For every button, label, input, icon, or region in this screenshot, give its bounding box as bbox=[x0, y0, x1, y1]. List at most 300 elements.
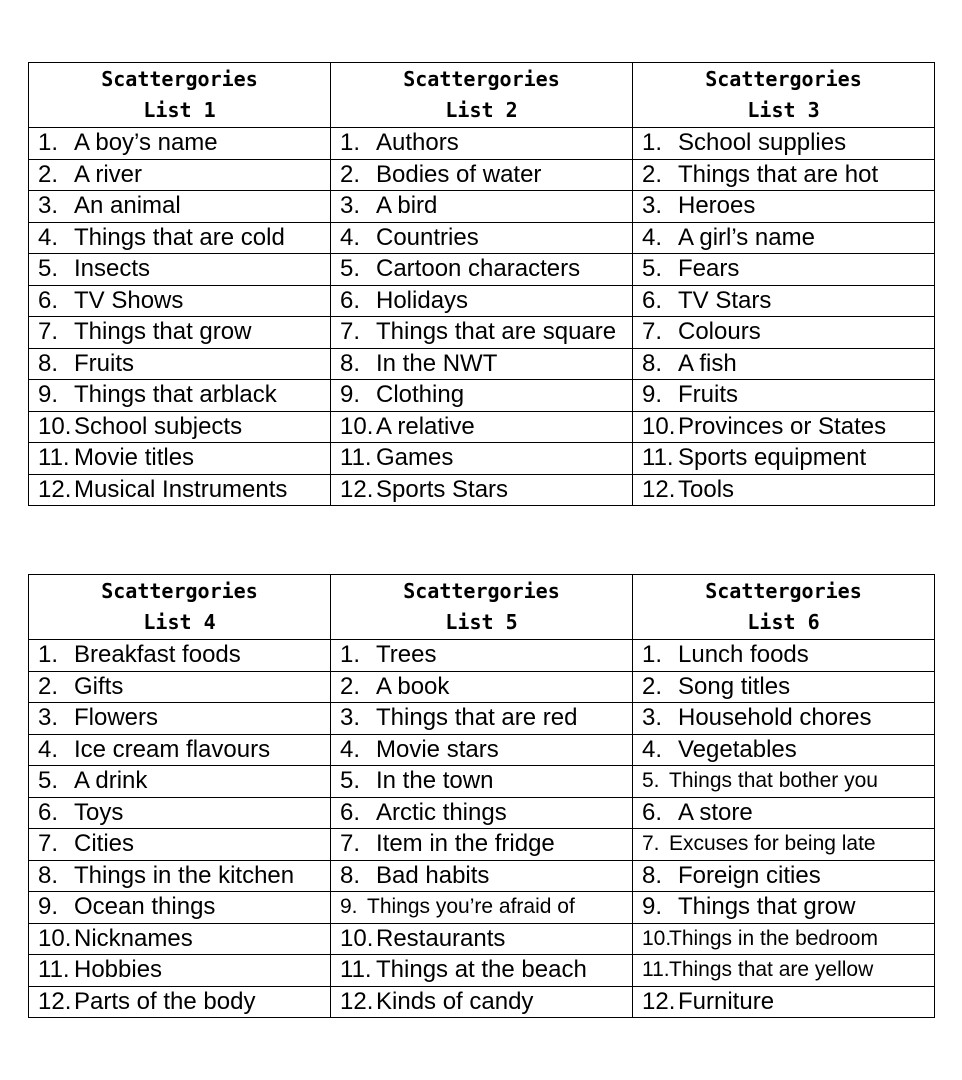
item-number: 6. bbox=[642, 798, 663, 826]
list-item bbox=[633, 349, 934, 379]
item-number: 2. bbox=[642, 672, 663, 700]
list-item bbox=[29, 443, 330, 473]
table-row bbox=[29, 860, 935, 892]
item-label: Sports Stars bbox=[376, 475, 509, 503]
item-label: Trees bbox=[376, 641, 437, 669]
item-number: 9. bbox=[642, 893, 663, 921]
list-6-item-9 bbox=[633, 892, 935, 924]
item-number: 5. bbox=[340, 255, 361, 283]
item-number: 8. bbox=[642, 861, 663, 889]
list-3-header bbox=[633, 63, 935, 128]
list-item bbox=[331, 160, 632, 190]
table-header-row bbox=[29, 575, 935, 640]
table-row bbox=[29, 955, 935, 987]
item-number: 11. bbox=[340, 956, 372, 984]
list-item bbox=[331, 766, 632, 796]
list-item bbox=[633, 317, 934, 347]
list-2-item-10 bbox=[331, 411, 633, 443]
table-row bbox=[29, 671, 935, 703]
list-5-item-3 bbox=[331, 703, 633, 735]
item-label: Furniture bbox=[678, 987, 775, 1015]
list-1-item-8 bbox=[29, 348, 331, 380]
list-item bbox=[633, 443, 934, 473]
table-row bbox=[29, 411, 935, 443]
item-number: 8. bbox=[642, 349, 663, 377]
list-item bbox=[29, 160, 330, 190]
list-4-item-6 bbox=[29, 797, 331, 829]
list-number: List 1 bbox=[143, 98, 216, 122]
item-label: Restaurants bbox=[376, 924, 506, 952]
item-number: 3. bbox=[340, 192, 361, 220]
list-3-item-7 bbox=[633, 317, 935, 349]
list-1-header bbox=[29, 63, 331, 128]
table-row bbox=[29, 285, 935, 317]
list-3-item-8 bbox=[633, 348, 935, 380]
list-item bbox=[29, 798, 330, 828]
item-label: Kinds of candy bbox=[376, 987, 534, 1015]
item-label: Gifts bbox=[74, 672, 124, 700]
list-6-item-6 bbox=[633, 797, 935, 829]
item-number: 1. bbox=[38, 129, 59, 157]
list-item bbox=[331, 475, 632, 505]
list-item bbox=[331, 703, 632, 733]
item-number: 8. bbox=[38, 861, 59, 889]
item-number: 9. bbox=[642, 381, 663, 409]
item-label: Things you’re afraid of bbox=[367, 895, 575, 919]
list-item bbox=[633, 861, 934, 891]
list-item bbox=[29, 703, 330, 733]
table-row bbox=[29, 474, 935, 506]
list-1-item-1 bbox=[29, 128, 331, 160]
item-label: Authors bbox=[376, 129, 459, 157]
item-number: 10. bbox=[38, 924, 72, 952]
list-6-item-11 bbox=[633, 955, 935, 987]
item-number: 5. bbox=[38, 255, 59, 283]
list-1-item-12 bbox=[29, 474, 331, 506]
item-label: Tools bbox=[678, 475, 735, 503]
list-item bbox=[29, 286, 330, 316]
item-number: 5. bbox=[340, 767, 361, 795]
table-row bbox=[29, 923, 935, 955]
table-row bbox=[29, 380, 935, 412]
item-number: 2. bbox=[340, 160, 361, 188]
item-number: 4. bbox=[38, 735, 59, 763]
list-item bbox=[331, 128, 632, 158]
item-label: School supplies bbox=[678, 129, 847, 157]
list-item bbox=[29, 892, 330, 922]
item-number: 3. bbox=[642, 704, 663, 732]
item-label: Colours bbox=[678, 318, 761, 346]
list-5-item-10 bbox=[331, 923, 633, 955]
item-label: Heroes bbox=[678, 192, 756, 220]
list-number: List 6 bbox=[747, 610, 820, 634]
list-4-item-8 bbox=[29, 860, 331, 892]
list-3-item-3 bbox=[633, 191, 935, 223]
list-6-item-1 bbox=[633, 640, 935, 672]
list-6-item-8 bbox=[633, 860, 935, 892]
item-number: 9. bbox=[38, 893, 59, 921]
list-item bbox=[331, 892, 632, 922]
list-2-item-8 bbox=[331, 348, 633, 380]
item-label: Things that are square bbox=[376, 318, 617, 346]
item-number: 5. bbox=[38, 767, 59, 795]
item-label: Things that are yellow bbox=[669, 958, 874, 982]
item-number: 5. bbox=[642, 769, 660, 793]
item-number: 7. bbox=[340, 830, 361, 858]
list-2-header bbox=[331, 63, 633, 128]
list-2-item-2 bbox=[331, 159, 633, 191]
list-2-item-5 bbox=[331, 254, 633, 286]
scattergories-table-bottom bbox=[28, 574, 935, 1018]
list-item bbox=[633, 380, 934, 410]
list-4-item-1 bbox=[29, 640, 331, 672]
list-1-item-2 bbox=[29, 159, 331, 191]
list-1-item-6 bbox=[29, 285, 331, 317]
list-item bbox=[633, 475, 934, 505]
list-item bbox=[331, 349, 632, 379]
item-label: Movie titles bbox=[74, 444, 195, 472]
item-label: In the NWT bbox=[376, 349, 498, 377]
list-item bbox=[29, 672, 330, 702]
list-item bbox=[29, 987, 330, 1017]
list-title: Scattergories bbox=[101, 579, 258, 603]
item-number: 5. bbox=[642, 255, 663, 283]
list-2-item-4 bbox=[331, 222, 633, 254]
item-number: 10. bbox=[642, 926, 672, 950]
item-number: 10. bbox=[340, 924, 374, 952]
list-item bbox=[331, 380, 632, 410]
item-number: 8. bbox=[340, 861, 361, 889]
list-item bbox=[633, 829, 934, 859]
item-number: 6. bbox=[340, 798, 361, 826]
list-6-item-7 bbox=[633, 829, 935, 861]
list-item bbox=[633, 703, 934, 733]
list-item bbox=[331, 191, 632, 221]
item-label: Parts of the body bbox=[74, 987, 256, 1015]
item-label: A relative bbox=[376, 412, 475, 440]
item-number: 1. bbox=[38, 641, 59, 669]
list-6-item-10 bbox=[633, 923, 935, 955]
list-number: List 4 bbox=[143, 610, 216, 634]
item-number: 4. bbox=[38, 223, 59, 251]
item-label: Cities bbox=[74, 830, 135, 858]
list-title: Scattergories bbox=[101, 67, 258, 91]
list-item bbox=[29, 349, 330, 379]
list-item bbox=[29, 223, 330, 253]
item-label: Things that grow bbox=[678, 893, 856, 921]
item-number: 1. bbox=[642, 641, 663, 669]
item-number: 9. bbox=[340, 381, 361, 409]
list-3-item-11 bbox=[633, 443, 935, 475]
list-6-item-4 bbox=[633, 734, 935, 766]
list-item bbox=[633, 286, 934, 316]
table-row bbox=[29, 317, 935, 349]
list-3-item-1 bbox=[633, 128, 935, 160]
list-3-item-9 bbox=[633, 380, 935, 412]
item-label: A girl’s name bbox=[678, 223, 815, 251]
item-label: School subjects bbox=[74, 412, 243, 440]
item-label: Fears bbox=[678, 255, 740, 283]
table-row bbox=[29, 734, 935, 766]
item-number: 7. bbox=[38, 318, 59, 346]
item-number: 1. bbox=[340, 641, 361, 669]
item-number: 9. bbox=[38, 381, 59, 409]
item-label: Things in the bedroom bbox=[669, 926, 878, 950]
item-number: 1. bbox=[340, 129, 361, 157]
list-5-item-12 bbox=[331, 986, 633, 1018]
list-title: Scattergories bbox=[705, 579, 862, 603]
list-2-item-11 bbox=[331, 443, 633, 475]
item-number: 12. bbox=[38, 475, 72, 503]
list-item bbox=[331, 924, 632, 954]
item-label: Countries bbox=[376, 223, 479, 251]
list-3-item-2 bbox=[633, 159, 935, 191]
item-number: 10. bbox=[642, 412, 676, 440]
list-number: List 3 bbox=[747, 98, 820, 122]
table-row bbox=[29, 829, 935, 861]
list-item bbox=[29, 317, 330, 347]
list-5-item-2 bbox=[331, 671, 633, 703]
list-2-item-9 bbox=[331, 380, 633, 412]
item-number: 4. bbox=[642, 735, 663, 763]
list-5-header bbox=[331, 575, 633, 640]
item-label: A boy’s name bbox=[74, 129, 218, 157]
item-number: 3. bbox=[642, 192, 663, 220]
list-item bbox=[331, 412, 632, 442]
item-label: Excuses for being late bbox=[669, 832, 876, 856]
list-item bbox=[29, 191, 330, 221]
list-4-item-9 bbox=[29, 892, 331, 924]
list-1-item-10 bbox=[29, 411, 331, 443]
list-item bbox=[331, 987, 632, 1017]
list-item bbox=[633, 955, 934, 985]
list-item bbox=[29, 380, 330, 410]
table-row bbox=[29, 797, 935, 829]
table-header-row bbox=[29, 63, 935, 128]
item-number: 12. bbox=[642, 987, 676, 1015]
item-number: 2. bbox=[38, 160, 59, 188]
list-item bbox=[29, 766, 330, 796]
item-number: 6. bbox=[38, 798, 59, 826]
item-label: Provinces or States bbox=[678, 412, 887, 440]
item-label: Clothing bbox=[376, 381, 465, 409]
list-3-item-4 bbox=[633, 222, 935, 254]
item-label: Fruits bbox=[678, 381, 738, 409]
list-item bbox=[331, 735, 632, 765]
item-number: 10. bbox=[38, 412, 72, 440]
list-item bbox=[633, 924, 934, 954]
list-2-item-3 bbox=[331, 191, 633, 223]
item-label: Arctic things bbox=[376, 798, 507, 826]
list-item bbox=[29, 829, 330, 859]
list-4-item-2 bbox=[29, 671, 331, 703]
list-item bbox=[633, 223, 934, 253]
item-number: 4. bbox=[642, 223, 663, 251]
list-item bbox=[331, 443, 632, 473]
list-1-item-9 bbox=[29, 380, 331, 412]
item-label: Bodies of water bbox=[376, 160, 542, 188]
table-row bbox=[29, 222, 935, 254]
list-3-item-5 bbox=[633, 254, 935, 286]
list-6-item-3 bbox=[633, 703, 935, 735]
list-item bbox=[331, 672, 632, 702]
item-number: 3. bbox=[38, 192, 59, 220]
list-title: Scattergories bbox=[403, 579, 560, 603]
item-number: 11. bbox=[642, 958, 670, 982]
item-label: Insects bbox=[74, 255, 151, 283]
item-number: 4. bbox=[340, 223, 361, 251]
list-1-item-4 bbox=[29, 222, 331, 254]
list-item bbox=[331, 254, 632, 284]
item-label: Ocean things bbox=[74, 893, 216, 921]
list-item bbox=[331, 640, 632, 670]
list-item bbox=[29, 128, 330, 158]
list-4-item-10 bbox=[29, 923, 331, 955]
item-label: Ice cream flavours bbox=[74, 735, 271, 763]
item-label: A fish bbox=[678, 349, 737, 377]
item-label: Things that arblack bbox=[74, 381, 277, 409]
item-label: Breakfast foods bbox=[74, 641, 241, 669]
list-1-item-7 bbox=[29, 317, 331, 349]
item-number: 6. bbox=[340, 286, 361, 314]
list-2-item-1 bbox=[331, 128, 633, 160]
list-6-item-5 bbox=[633, 766, 935, 798]
list-4-item-5 bbox=[29, 766, 331, 798]
item-label: Nicknames bbox=[74, 924, 193, 952]
item-label: Household chores bbox=[678, 704, 872, 732]
item-number: 6. bbox=[642, 286, 663, 314]
item-label: Sports equipment bbox=[678, 444, 867, 472]
list-item bbox=[633, 412, 934, 442]
list-5-item-1 bbox=[331, 640, 633, 672]
list-title: Scattergories bbox=[705, 67, 862, 91]
item-label: A book bbox=[376, 672, 450, 700]
list-number: List 5 bbox=[445, 610, 518, 634]
item-label: Fruits bbox=[74, 349, 134, 377]
list-item bbox=[29, 640, 330, 670]
list-item bbox=[633, 987, 934, 1017]
list-item bbox=[633, 672, 934, 702]
list-4-item-12 bbox=[29, 986, 331, 1018]
list-item bbox=[331, 286, 632, 316]
list-5-item-7 bbox=[331, 829, 633, 861]
list-item bbox=[331, 317, 632, 347]
table-row bbox=[29, 703, 935, 735]
list-item bbox=[29, 254, 330, 284]
item-label: Item in the fridge bbox=[376, 830, 555, 858]
table-row bbox=[29, 640, 935, 672]
list-2-item-7 bbox=[331, 317, 633, 349]
item-label: Games bbox=[376, 444, 454, 472]
item-label: An animal bbox=[74, 192, 181, 220]
item-number: 7. bbox=[38, 830, 59, 858]
list-item bbox=[331, 861, 632, 891]
list-item bbox=[331, 223, 632, 253]
list-5-item-6 bbox=[331, 797, 633, 829]
item-label: Toys bbox=[74, 798, 124, 826]
list-number: List 2 bbox=[445, 98, 518, 122]
item-number: 8. bbox=[38, 349, 59, 377]
item-label: A store bbox=[678, 798, 753, 826]
table-row bbox=[29, 254, 935, 286]
list-item bbox=[633, 640, 934, 670]
item-number: 7. bbox=[642, 318, 663, 346]
list-1-item-5 bbox=[29, 254, 331, 286]
table-row bbox=[29, 892, 935, 924]
list-item bbox=[29, 955, 330, 985]
item-label: A river bbox=[74, 160, 143, 188]
item-label: Foreign cities bbox=[678, 861, 821, 889]
list-4-item-11 bbox=[29, 955, 331, 987]
item-number: 8. bbox=[340, 349, 361, 377]
item-label: Lunch foods bbox=[678, 641, 809, 669]
scattergories-table-top bbox=[28, 62, 935, 506]
item-number: 11. bbox=[38, 444, 70, 472]
list-3-item-12 bbox=[633, 474, 935, 506]
list-5-item-11 bbox=[331, 955, 633, 987]
item-label: Bad habits bbox=[376, 861, 490, 889]
item-number: 9. bbox=[340, 895, 358, 919]
item-label: Song titles bbox=[678, 672, 791, 700]
item-number: 12. bbox=[340, 475, 374, 503]
list-2-item-12 bbox=[331, 474, 633, 506]
list-item bbox=[633, 160, 934, 190]
list-item bbox=[633, 798, 934, 828]
list-item bbox=[633, 254, 934, 284]
table-row bbox=[29, 128, 935, 160]
item-label: Flowers bbox=[74, 704, 159, 732]
list-1-item-3 bbox=[29, 191, 331, 223]
item-number: 3. bbox=[340, 704, 361, 732]
list-3-item-6 bbox=[633, 285, 935, 317]
item-label: Cartoon characters bbox=[376, 255, 581, 283]
item-label: Musical Instruments bbox=[74, 475, 288, 503]
item-number: 7. bbox=[340, 318, 361, 346]
item-label: Things that are hot bbox=[678, 160, 879, 188]
list-4-item-7 bbox=[29, 829, 331, 861]
item-label: TV Stars bbox=[678, 286, 772, 314]
list-6-item-12 bbox=[633, 986, 935, 1018]
item-number: 2. bbox=[38, 672, 59, 700]
list-4-item-4 bbox=[29, 734, 331, 766]
item-number: 11. bbox=[340, 444, 372, 472]
item-label: A bird bbox=[376, 192, 438, 220]
list-item bbox=[633, 191, 934, 221]
item-number: 12. bbox=[642, 475, 676, 503]
item-number: 7. bbox=[642, 832, 660, 856]
list-2-item-6 bbox=[331, 285, 633, 317]
item-number: 12. bbox=[340, 987, 374, 1015]
item-label: Things that are red bbox=[376, 704, 578, 732]
item-label: TV Shows bbox=[74, 286, 184, 314]
item-label: Things that grow bbox=[74, 318, 252, 346]
item-number: 6. bbox=[38, 286, 59, 314]
item-number: 2. bbox=[340, 672, 361, 700]
list-item bbox=[29, 735, 330, 765]
table-row bbox=[29, 348, 935, 380]
list-title: Scattergories bbox=[403, 67, 560, 91]
list-item bbox=[633, 128, 934, 158]
item-label: Holidays bbox=[376, 286, 469, 314]
table-row bbox=[29, 986, 935, 1018]
list-6-item-2 bbox=[633, 671, 935, 703]
item-label: Things at the beach bbox=[376, 956, 587, 984]
list-item bbox=[29, 924, 330, 954]
list-1-item-11 bbox=[29, 443, 331, 475]
item-number: 10. bbox=[340, 412, 374, 440]
list-item bbox=[29, 475, 330, 505]
item-label: Vegetables bbox=[678, 735, 797, 763]
